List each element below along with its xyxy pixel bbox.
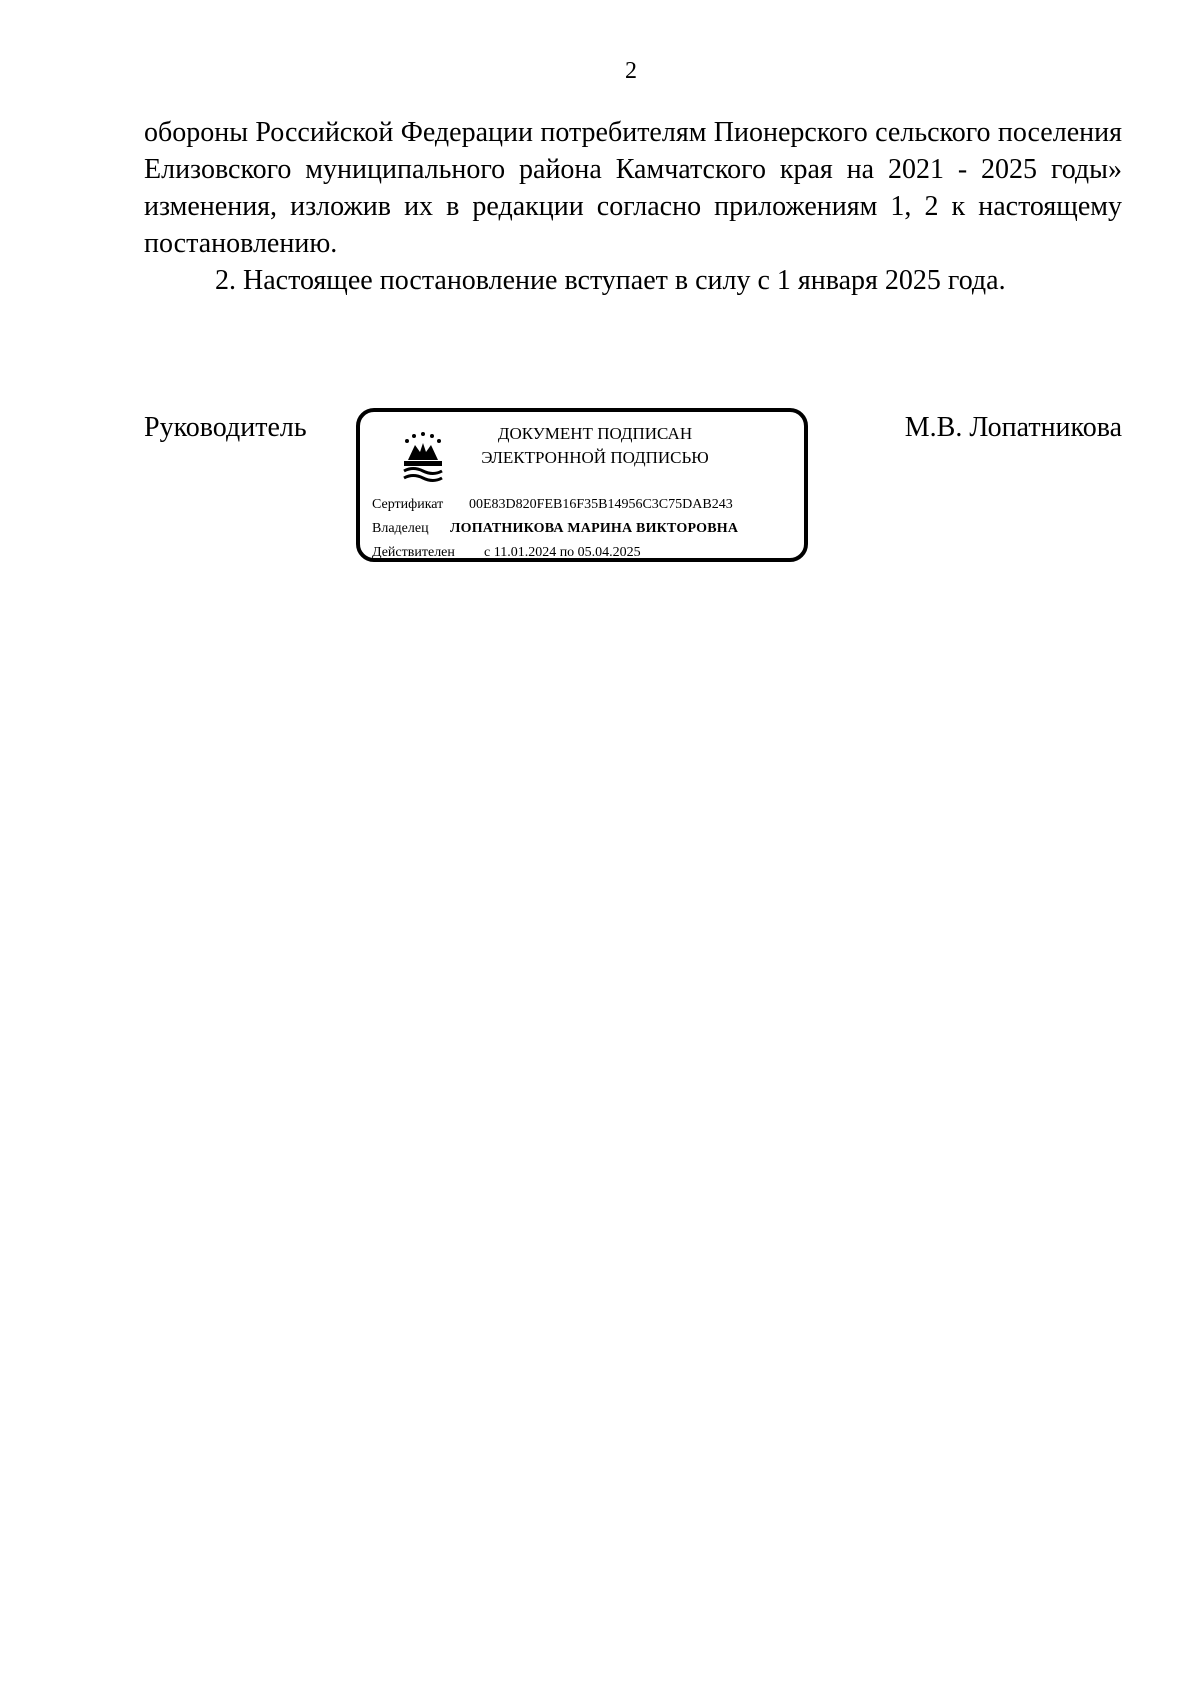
paragraph-item-2: 2. Настоящее постановление вступает в силу с 1 января 2025 года.	[215, 265, 1006, 296]
signer-title: Руководитель	[144, 412, 307, 443]
kamchatka-emblem-icon	[398, 430, 448, 484]
stamp-owner-row	[372, 520, 738, 538]
certificate-label: Сертификат	[372, 497, 444, 512]
stamp-heading-line-1: ДОКУМЕНТ ПОДПИСАН	[497, 424, 693, 443]
page-number: 2	[625, 58, 637, 84]
certificate-value: 00E83D820FEB16F35B14956C3C75DAB243	[469, 497, 733, 512]
stamp-heading-line-2: ЭЛЕКТРОННОЙ ПОДПИСЬЮ	[481, 448, 709, 467]
document-body	[144, 114, 1122, 299]
owner-value: ЛОПАТНИКОВА МАРИНА ВИКТОРОВНА	[450, 521, 739, 536]
owner-label: Владелец	[372, 521, 429, 536]
stamp-validity-row	[372, 544, 641, 562]
validity-label: Действителен	[372, 545, 455, 560]
signer-name: М.В. Лопатникова	[904, 412, 1122, 443]
stamp-certificate-row	[372, 496, 733, 514]
validity-value: с 11.01.2024 по 05.04.2025	[484, 545, 641, 560]
electronic-signature-stamp	[356, 408, 808, 562]
stamp-heading	[470, 422, 720, 470]
paragraph-continuation: обороны Российской Федерации потребителям Пионерского сельского поселения Елизовского муниципального района Камчатского края на 2021 - 2025 годы» изменения, изложив их в редакции согласно приложениям 1, 2 к настоящему постановлению.	[144, 117, 1122, 259]
